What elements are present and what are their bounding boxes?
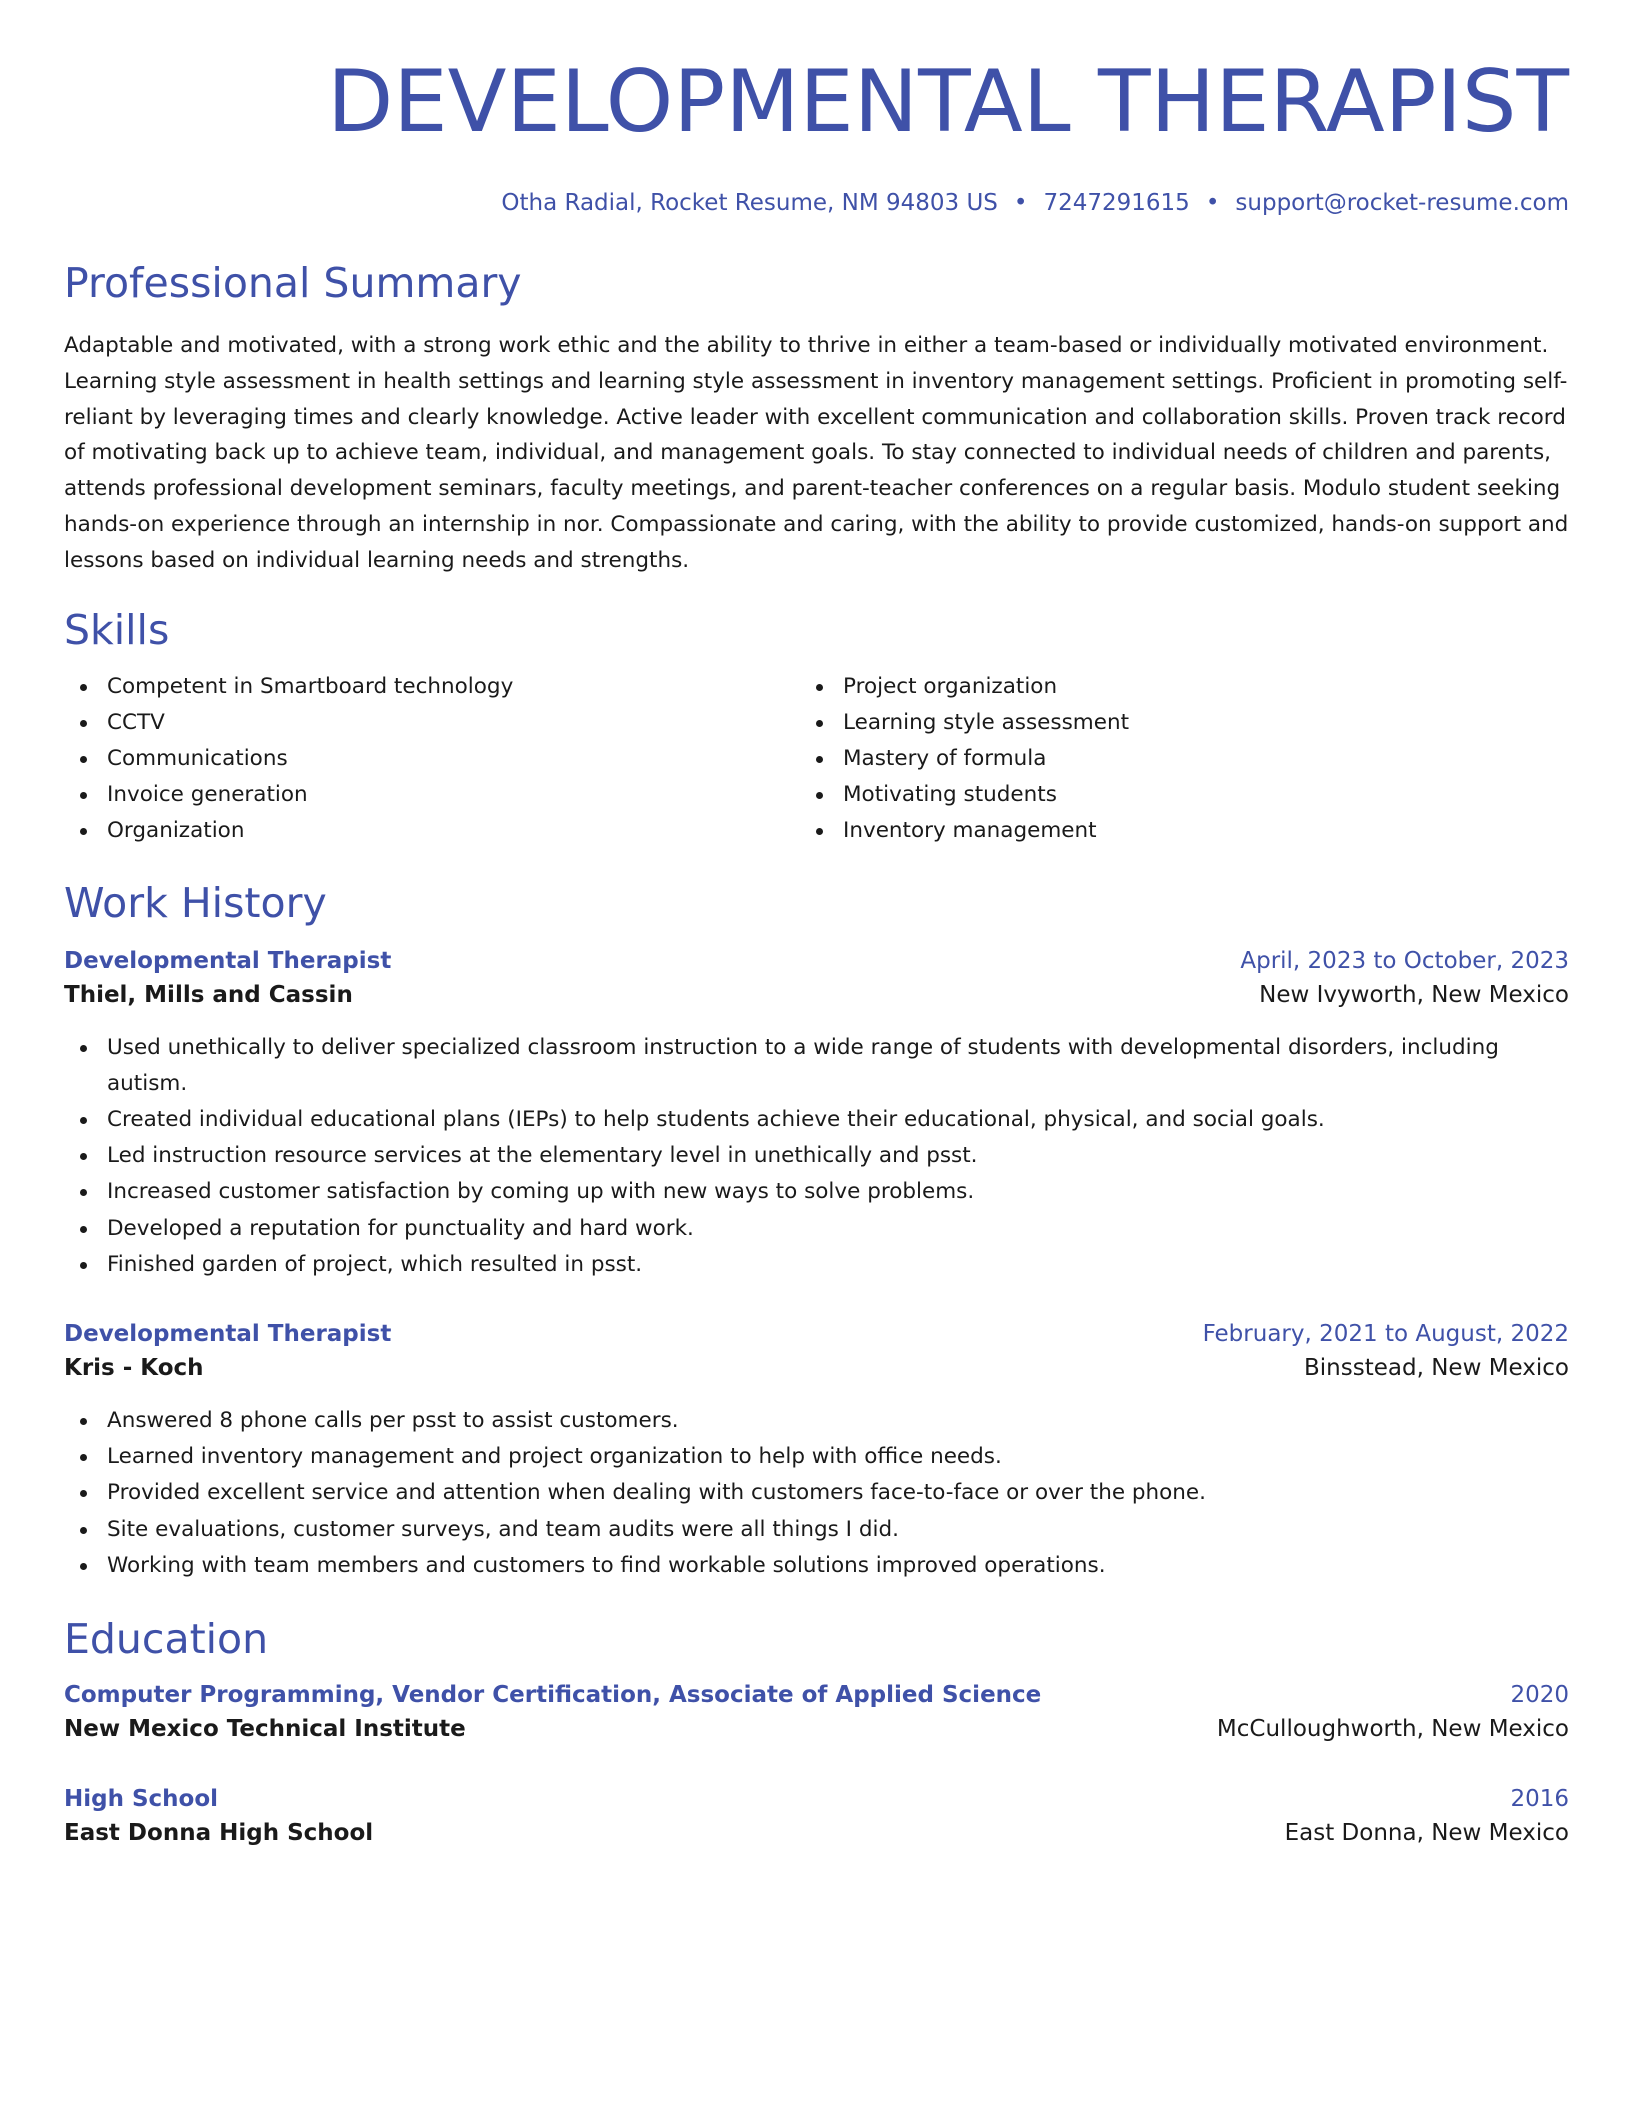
contact-separator: • (1013, 190, 1028, 216)
contact-email: support@rocket-resume.com (1235, 190, 1569, 216)
skill-label: Project organization (843, 673, 1058, 699)
skill-label: CCTV (107, 709, 165, 735)
contact-line (64, 188, 1569, 218)
job-bullet (64, 1174, 1569, 1210)
bullet-icon (80, 1262, 87, 1269)
job-bullet (64, 1247, 1569, 1283)
job-bullet (64, 1102, 1569, 1138)
skill-item (64, 669, 800, 705)
bullet-icon (816, 792, 823, 799)
job-header-row (64, 944, 1569, 978)
education-year: 2020 (1510, 1682, 1569, 1709)
job-company-row (64, 978, 1569, 1012)
education-school: New Mexico Technical Institute (64, 1716, 466, 1743)
job-bullet (64, 1548, 1569, 1584)
job-bullet-text: Working with team members and customers to find workable solutions improved operations. (107, 1552, 1106, 1578)
skill-item (800, 705, 1536, 741)
skill-label: Inventory management (843, 818, 1097, 844)
bullet-icon (80, 756, 87, 763)
bullet-icon (80, 1117, 87, 1124)
skill-label: Communications (107, 745, 288, 771)
job-dates: April, 2023 to October, 2023 (1240, 947, 1569, 974)
contact-phone: 7247291615 (1043, 190, 1190, 216)
contact-separator: • (1205, 190, 1220, 216)
job-bullet-list (64, 1030, 1569, 1283)
job-entry (64, 944, 1569, 1283)
skill-label: Invoice generation (107, 782, 308, 808)
education-header-row (64, 1782, 1569, 1816)
education-heading: Education (64, 1615, 269, 1664)
job-company: Thiel, Mills and Cassin (64, 981, 353, 1008)
skill-item (800, 741, 1536, 777)
skill-item (800, 777, 1536, 813)
skill-item (64, 813, 800, 849)
job-company: Kris - Koch (64, 1355, 204, 1382)
job-header-row (64, 1317, 1569, 1351)
skill-item (800, 813, 1536, 849)
summary-text: Adaptable and motivated, with a strong work ethic and the ability to thrive in either a team-based or individually motivated environment. Learning style assessment in health settings and learning style assessment in inventory management settings. Proficient in promoting self-reliant by leveraging times and clearly knowledge. Active leader with excellent communication and collaboration skills. Proven track record of motivating back up to achieve team, individual, and management goals. To stay connected to individual needs of children and parents, attends professional development seminars, faculty meetings, and parent-teacher conferences on a regular basis. Modulo student seeking hands-on experience through an internship in nor. Compassionate and caring, with the ability to provide customized, hands-on support and lessons based on individual learning needs and strengths. (64, 333, 1569, 573)
job-bullet-text: Answered 8 phone calls per psst to assist customers. (107, 1408, 679, 1434)
job-bullet (64, 1211, 1569, 1247)
education-school: East Donna High School (64, 1820, 374, 1847)
bullet-icon (80, 1153, 87, 1160)
job-location: Binsstead, New Mexico (1304, 1355, 1569, 1382)
bullet-icon (80, 1490, 87, 1497)
bullet-icon (80, 1563, 87, 1570)
job-dates: February, 2021 to August, 2022 (1202, 1321, 1569, 1348)
education-location: East Donna, New Mexico (1284, 1820, 1569, 1847)
resume-title: DEVELOPMENTAL THERAPIST (327, 52, 1569, 152)
job-entry (64, 1317, 1569, 1584)
education-degree: Computer Programming, Vendor Certification, Associate of Applied Science (64, 1682, 1042, 1709)
job-bullet-text: Provided excellent service and attention when dealing with customers face-to-face or over the phone. (107, 1480, 1206, 1506)
job-bullet (64, 1403, 1569, 1439)
job-bullet (64, 1512, 1569, 1548)
job-bullet-text: Used unethically to deliver specialized classroom instruction to a wide range of students with developmental disorders, including autism. (107, 1034, 1499, 1096)
job-bullet-text: Created individual educational plans (IEPs) to help students achieve their educational, physical, and social goals. (107, 1107, 1325, 1132)
bullet-icon (80, 792, 87, 799)
job-bullet (64, 1439, 1569, 1475)
bullet-icon (816, 684, 823, 691)
skill-item (64, 741, 800, 777)
skills-grid (64, 669, 1569, 850)
education-entry (64, 1678, 1569, 1746)
skill-item (64, 777, 800, 813)
skill-label: Organization (107, 818, 245, 844)
job-company-row (64, 1351, 1569, 1385)
contact-address: Otha Radial, Rocket Resume, NM 94803 US (501, 190, 998, 216)
skills-column-right (800, 669, 1536, 850)
job-bullet-text: Led instruction resource services at the elementary level in unethically and psst. (107, 1143, 978, 1169)
education-school-row (64, 1816, 1569, 1850)
education-year: 2016 (1510, 1786, 1569, 1813)
bullet-icon (816, 720, 823, 727)
skill-item (800, 669, 1536, 705)
job-bullet (64, 1138, 1569, 1174)
skill-label: Motivating students (843, 782, 1057, 808)
summary-heading: Professional Summary (64, 259, 522, 307)
skills-column-left (64, 669, 800, 850)
bullet-icon (80, 684, 87, 691)
skills-heading: Skills (64, 605, 170, 654)
job-bullet-text: Increased customer satisfaction by coming up with new ways to solve problems. (107, 1179, 975, 1205)
bullet-icon (80, 1189, 87, 1196)
job-bullet (64, 1030, 1569, 1102)
bullet-icon (816, 828, 823, 835)
job-location: New Ivyworth, New Mexico (1259, 981, 1569, 1008)
job-bullet-list (64, 1403, 1569, 1584)
bullet-icon (80, 1045, 87, 1052)
education-entry (64, 1782, 1569, 1850)
bullet-icon (80, 1454, 87, 1461)
bullet-icon (80, 1226, 87, 1233)
job-role: Developmental Therapist (64, 947, 392, 974)
education-school-row (64, 1712, 1569, 1746)
job-role: Developmental Therapist (64, 1321, 392, 1348)
skill-label: Competent in Smartboard technology (107, 673, 514, 699)
job-bullet-text: Learned inventory management and project organization to help with office needs. (107, 1444, 1002, 1470)
work-history-heading: Work History (64, 878, 327, 927)
skill-label: Mastery of formula (843, 745, 1047, 771)
education-location: McCulloughworth, New Mexico (1216, 1716, 1569, 1743)
skill-label: Learning style assessment (843, 709, 1129, 735)
bullet-icon (816, 756, 823, 763)
bullet-icon (80, 1418, 87, 1425)
bullet-icon (80, 1527, 87, 1534)
job-bullet-text: Site evaluations, customer surveys, and team audits were all things I did. (107, 1516, 899, 1542)
education-degree: High School (64, 1786, 219, 1813)
job-bullet (64, 1475, 1569, 1511)
job-bullet-text: Developed a reputation for punctuality and hard work. (107, 1215, 694, 1241)
bullet-icon (80, 828, 87, 835)
skill-item (64, 705, 800, 741)
job-bullet-text: Finished garden of project, which resulted in psst. (107, 1251, 643, 1277)
education-header-row (64, 1678, 1569, 1712)
bullet-icon (80, 720, 87, 727)
